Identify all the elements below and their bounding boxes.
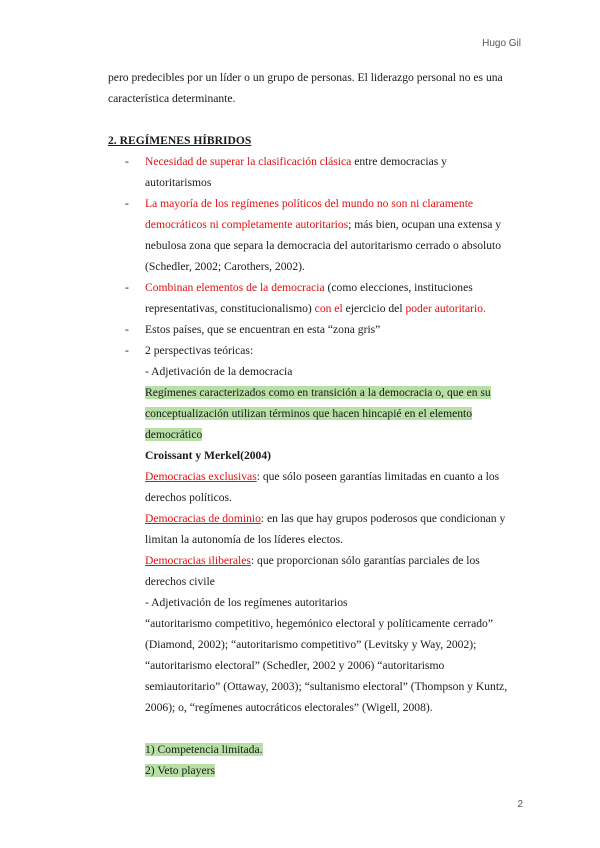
bullet-dash: - xyxy=(125,155,129,168)
b2-text-2: ; más bien, ocupan una extensa y xyxy=(348,218,502,231)
b1-text: entre democracias y xyxy=(351,155,447,168)
highlight-line-2 xyxy=(108,403,528,424)
b3-text-2e: . xyxy=(483,302,486,315)
quote-line-4: semiautoritario” (Ottaway, 2003); “sultanismo electoral” (Thompson y Kuntz, xyxy=(145,680,508,693)
def-2-text: : en las que hay grupos poderosos que condicionan y xyxy=(260,512,506,525)
b4-text: Estos países, que se encuentran en esta “zona gris” xyxy=(145,323,381,336)
author-header: Hugo Gil xyxy=(482,38,521,49)
list-item-2 xyxy=(108,760,528,781)
bullet-dash: - xyxy=(125,197,129,210)
intro-line-2: característica determinante. xyxy=(108,92,236,105)
b3-red-text-1: Combinan elementos de la democracia xyxy=(145,281,325,294)
sub-heading-democracy: - Adjetivación de la democracia xyxy=(145,365,293,378)
b3-line-2 xyxy=(108,298,528,319)
page-number: 2 xyxy=(517,799,523,810)
b1-red-text: Necesidad de superar la clasificación clásica xyxy=(145,155,352,168)
quote-line-3: “autoritarismo electoral” (Schedler, 2002 y 2006) “autoritarismo xyxy=(145,659,445,672)
b2-line-2 xyxy=(108,214,528,235)
bullet-2 xyxy=(108,193,528,214)
def-1 xyxy=(108,466,528,487)
list-item-1-text: 1) Competencia limitada. xyxy=(145,743,263,756)
def-1-text: : que sólo poseen garantías limitadas en cuanto a los xyxy=(256,470,500,483)
bullet-dash: - xyxy=(125,323,129,336)
quote-line-2: (Diamond, 2002); “autoritarismo competitivo” (Levitsky y Way, 2002); xyxy=(145,638,477,651)
def-3 xyxy=(108,550,528,571)
b2-red-text-1: La mayoría de los regímenes políticos del mundo no son ni claramente xyxy=(145,197,474,210)
section-title: 2. REGÍMENES HÍBRIDOS xyxy=(108,134,252,147)
def-2 xyxy=(108,508,528,529)
bullet-4 xyxy=(108,319,528,340)
b2-red-text-2: democráticos ni completamente autoritarios xyxy=(145,218,349,231)
quote-line-5: 2006); o, “regímenes autocráticos electorales” (Wigell, 2008). xyxy=(145,701,433,714)
quote-line-1: “autoritarismo competitivo, hegemónico electoral y políticamente cerrado” xyxy=(145,617,493,630)
b3-text-2c: ejercicio del xyxy=(342,302,406,315)
intro-line-1: pero predecibles por un líder o un grupo de personas. El liderazgo personal no es una xyxy=(108,71,503,84)
def-1-term: Democracias exclusivas xyxy=(145,470,257,483)
b3-text-1: (como elecciones, instituciones xyxy=(324,281,473,294)
b3-red-text-2d: poder autoritario xyxy=(405,302,484,315)
b1-line-2: autoritarismos xyxy=(145,176,212,189)
def-3-line-2: derechos civile xyxy=(145,575,215,588)
highlight-line-1 xyxy=(108,382,528,403)
bullet-dash: - xyxy=(125,281,129,294)
list-item-1 xyxy=(108,739,528,760)
bullet-5 xyxy=(108,340,528,361)
def-2-line-2: limitan la autonomía de los líderes electos. xyxy=(145,533,344,546)
highlight-line-3 xyxy=(108,424,528,445)
def-3-term: Democracias iliberales xyxy=(145,554,251,567)
list-item-2-text: 2) Veto players xyxy=(145,764,215,777)
bullet-1 xyxy=(108,151,528,172)
bullet-3 xyxy=(108,277,528,298)
b3-red-text-2b: con el xyxy=(314,302,343,315)
def-2-term: Democracias de dominio xyxy=(145,512,261,525)
document-body xyxy=(108,67,528,781)
highlight-text-1: Regímenes caracterizados como en transición a la democracia o, que en su xyxy=(145,386,491,399)
def-1-line-2: derechos políticos. xyxy=(145,491,232,504)
highlight-text-3: democrático xyxy=(145,428,203,441)
bullet-dash: - xyxy=(125,344,129,357)
b2-line-4: (Schedler, 2002; Carothers, 2002). xyxy=(145,260,305,273)
b5-text: 2 perspectivas teóricas: xyxy=(145,344,254,357)
highlight-text-2: conceptualización utilizan términos que hacen hincapié en el elemento xyxy=(145,407,473,420)
b3-text-2a: representativas, constitucionalismo) xyxy=(145,302,315,315)
def-3-text: : que proporcionan sólo garantías parciales de los xyxy=(250,554,480,567)
reference-title: Croissant y Merkel(2004) xyxy=(145,449,272,462)
b2-line-3: nebulosa zona que separa la democracia del autoritarismo cerrado o absoluto xyxy=(145,239,502,252)
sub-heading-authoritarian: - Adjetivación de los regímenes autoritarios xyxy=(145,596,348,609)
